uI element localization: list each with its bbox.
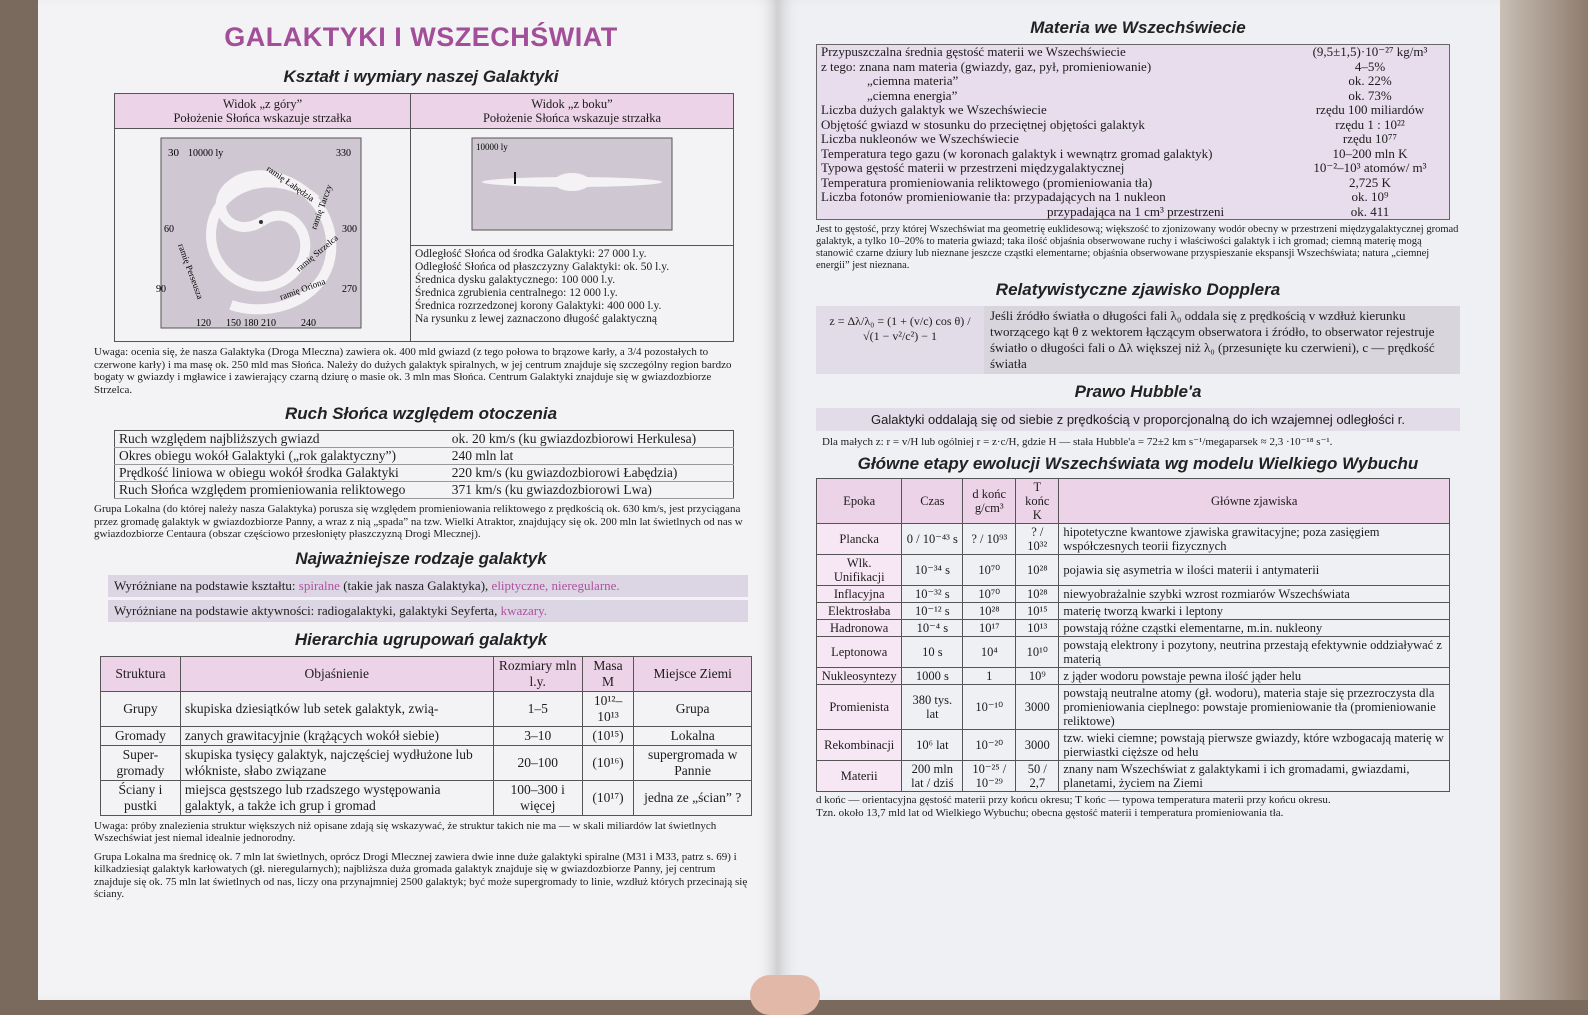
- table-row: [817, 132, 1450, 147]
- top-view-diagram: [116, 130, 409, 330]
- table-row: [101, 780, 752, 815]
- table-row: [817, 637, 1450, 668]
- matter-key: przypadająca na 1 cm³ przestrzeni: [1047, 203, 1225, 219]
- matter-value: ok. 411: [1350, 203, 1390, 219]
- sun-motion-table: [114, 430, 734, 499]
- evo-epoch: Plancka: [817, 524, 902, 555]
- evo-phenomena: z jąder wodoru powstaje pewna ilość jąder helu: [1059, 668, 1450, 685]
- galaxy-facts: [411, 246, 734, 342]
- matter-key: Typowa gęstość materii w przestrzeni międzygalaktycznej: [821, 160, 1125, 175]
- motion-key: Prędkość liniowa w obiegu wokół środka Galaktyki: [115, 465, 448, 482]
- evolution-note-2: Tzn. około 13,7 mld lat od Wielkiego Wybuchu; obecna gęstość materii i temperatura promieniowania tła.: [816, 806, 1284, 819]
- table-row: [817, 205, 1450, 220]
- book-edge: [1500, 0, 1588, 1000]
- deg-30: 30: [168, 147, 179, 159]
- matter-value: 2,725 K: [1349, 174, 1391, 190]
- evo-density: 10⁻²⁰: [963, 730, 1016, 761]
- hier-mass: 10¹²–10¹³: [582, 691, 634, 726]
- hierarchy-table: [100, 656, 752, 816]
- deg-300: 300: [342, 224, 357, 235]
- table-row: [115, 482, 734, 499]
- matter-value: ok. 22%: [1348, 73, 1392, 88]
- table-row: [817, 103, 1450, 118]
- evo-time: 10⁻¹² s: [902, 603, 963, 620]
- doppler-formula: z = Δλ/λ₀ = (1 + (v/c) cos θ) / √(1 − v²/c²) − 1: [816, 306, 984, 374]
- table-row: [817, 45, 1450, 60]
- table-row: [101, 726, 752, 745]
- matter-value: ok. 73%: [1348, 87, 1392, 103]
- motion-value: ok. 20 km/s (ku gwiazdozbiorowi Herkulesa): [448, 431, 734, 448]
- finger-image: [750, 975, 820, 1015]
- evo-phenomena: hipotetyczne kwantowe zjawiska grawitacyjne; poza zasięgiem współczesnych teorii fizycznych: [1059, 524, 1450, 555]
- evo-density: 10¹⁷: [963, 620, 1016, 637]
- matter-key: Przypuszczalna średnia gęstość materii we Wszechświecie: [821, 44, 1126, 59]
- evo-col-density: d końc g/cm³: [963, 479, 1016, 524]
- deg-330: 330: [336, 148, 351, 159]
- table-row: [817, 190, 1450, 205]
- evo-density: 10⁷⁰: [963, 555, 1016, 586]
- spiral-galaxy-image: [116, 130, 406, 335]
- table-row: [817, 685, 1450, 730]
- motion-key: Ruch Słońca względem promieniowania reliktowego: [115, 482, 448, 499]
- evo-time: 200 mln lat / dziś: [902, 761, 963, 792]
- hierarchy-heading: Hierarchia ugrupowań galaktyk: [294, 629, 548, 649]
- doppler-description: Jeśli źródło światła o długości fali λ₀ oddala się z prędkością v wzdłuż kierunku tworzącego kąt θ z wektorem łączącym obserwatora i źródło, to obserwator rejestruje światło o długości fali o Δλ większej niż λ₀ (przesunięte ku czerwieni), c — prędkość światła: [984, 306, 1460, 374]
- evo-phenomena: niewyobrażalnie szybki wzrost rozmiarów Wszechświata: [1059, 586, 1450, 603]
- matter-value: 10–200 mln K: [1332, 145, 1408, 161]
- hier-col-explanation: Objaśnienie: [180, 656, 493, 691]
- table-row: [817, 176, 1450, 191]
- doppler-box: [816, 306, 1460, 374]
- evo-phenomena: powstają neutralne atomy (gł. wodoru), materia staje się przezroczysta dla promieniowania cieplnego: powstaje promieniowanie tła (promieniowanie reliktowe): [1059, 685, 1450, 730]
- arm-orion-label: ramię Oriona: [278, 276, 327, 302]
- matter-key: Temperatura promieniowania reliktowego (promieniowania tła): [821, 174, 1153, 190]
- evo-time: 10⁻⁴ s: [902, 620, 963, 637]
- table-row: [817, 524, 1450, 555]
- hier-desc: zanych grawitacyjnie (krążących wokół siebie): [180, 726, 493, 745]
- evo-density: 1: [963, 668, 1016, 685]
- arm-sagittarius-label: ramię Strzelca: [293, 232, 340, 274]
- motion-key: Ruch względem najbliższych gwiazd: [115, 431, 448, 448]
- hier-col-structure: Struktura: [101, 656, 181, 691]
- hier-size: 3–10: [493, 726, 582, 745]
- right-page: [778, 0, 1500, 1000]
- table-row: [817, 555, 1450, 586]
- evo-epoch: Inflacyjna: [817, 586, 902, 603]
- hubble-heading: Prawo Hubble'a: [1074, 382, 1202, 401]
- hubble-formula: Dla małych z: r = v/H lub ogólniej r = z·c/H, gdzie H — stała Hubble'a = 72±2 km s⁻¹/megaparsek ≈ 2,3 ·10⁻¹⁸ s⁻¹.: [822, 436, 1333, 448]
- deg-60: 60: [164, 224, 174, 235]
- hier-earth: jedna ze „ścian” ?: [634, 780, 752, 815]
- evo-time: 0 / 10⁻⁴³ s: [902, 524, 963, 555]
- evo-epoch: Wlk. Unifikacji: [817, 555, 902, 586]
- matter-key: „ciemna materia”: [867, 73, 959, 88]
- table-row: [817, 161, 1450, 176]
- evo-col-epoch: Epoka: [817, 479, 902, 524]
- matter-value: 10⁻²–10³ atomów/ m³: [1313, 160, 1427, 175]
- matter-value: ok. 10⁹: [1351, 189, 1389, 204]
- hier-size: 100–300 i więcej: [493, 780, 582, 815]
- motion-heading: Ruch Słońca względem otoczenia: [284, 404, 558, 423]
- hierarchy-note: Uwaga: próby znalezienia struktur większych niż opisane zdają się wskazywać, że struktur takich nie ma — w skali miliardów lat świetlnych Wszechświat jest niemal idealnie jednorodny.: [94, 819, 717, 844]
- matter-value: (9,5±1,5)·10⁻²⁷ kg/m³: [1312, 44, 1428, 59]
- evo-time: 10⁻³² s: [902, 586, 963, 603]
- matter-key: Temperatura tego gazu (w koronach galaktyk i wewnątrz gromad galaktyk): [821, 145, 1213, 161]
- evo-temp: 50 / 2,7: [1016, 761, 1059, 792]
- evo-temp: 3000: [1016, 730, 1059, 761]
- type-quasars: kwazary.: [500, 602, 548, 618]
- hier-size: 20–100: [493, 745, 582, 780]
- evo-temp: 3000: [1016, 685, 1059, 730]
- deg-270: 270: [342, 284, 357, 295]
- fact-distance-plane: Odległość Słońca od płaszczyzny Galaktyki: ok. 50 l.y.: [415, 261, 670, 273]
- hierarchy-note-2: Grupa Lokalna ma średnicę ok. 7 mln lat świetlnych, oprócz Drogi Mlecznej zawiera dwie inne duże galaktyki spiralne (M31 i M33, patrz s. 69) i kilkadziesiąt galaktyk karłowatych (gł. nieregularnych); najbliższa duża gromada galaktyk znajduje się w gwiazdozbiorze Panny, jej centrum znajduje się ok. 75 mln lat świetlnych od nas, liczy ona przynajmniej 2500 galaktyk; być może supergromady to linie, wzdłuż których przecinają się ściany.: [94, 850, 748, 900]
- evo-col-temp: T końc K: [1016, 479, 1059, 524]
- view-side-line1: Widok „z boku”: [531, 97, 613, 111]
- matter-heading: Materia we Wszechświecie: [1030, 18, 1246, 37]
- galaxy-shape-table: [114, 93, 734, 342]
- view-top-line1: Widok „z góry”: [222, 97, 303, 111]
- matter-key: z tego: znana nam materia (gwiazdy, gaz, pył, promieniowanie): [821, 58, 1152, 74]
- hier-size: 1–5: [493, 691, 582, 726]
- types-by-shape: [108, 575, 748, 597]
- hier-earth: Grupa: [634, 691, 752, 726]
- evo-phenomena: materię tworzą kwarki i leptony: [1059, 603, 1450, 620]
- evo-density: 10⁻¹⁰: [963, 685, 1016, 730]
- evo-phenomena: powstają różne cząstki elementarne, m.in. nukleony: [1059, 620, 1450, 637]
- evo-density: 10⁷⁰: [963, 586, 1016, 603]
- evo-epoch: Leptonowa: [817, 637, 902, 668]
- table-row: [817, 118, 1450, 133]
- galaxy-note: Uwaga: ocenia się, że nasza Galaktyka (Droga Mleczna) zawiera ok. 400 mld gwiazd (z tego połowa to brązowe karły, a 3/4 pozostałych to czerwone karły) i ma masę ok. 250 mld mas Słońca. Należy do dużych galaktyk spiralnych, w jej centrum znajduje się szczególny region bardzo bogaty w gwiazdy i mgławice i zawierający czarną dziurę o masie ok. 3 mln mas Słońca. Centrum Galaktyki znajduje się w gwiazdozbiorze Strzelca.: [94, 346, 732, 396]
- shape-heading: Kształt i wymiary naszej Galaktyki: [283, 67, 559, 86]
- hier-desc: miejsca gęstszego lub rzadszego występowania galaktyk, a także ich grup i gromad: [180, 780, 493, 815]
- evo-temp: 10²⁸: [1016, 555, 1059, 586]
- table-row: [817, 89, 1450, 104]
- deg-90: 90: [156, 284, 166, 295]
- matter-value: 4–5%: [1354, 58, 1386, 74]
- table-row: [101, 691, 752, 726]
- table-row: [817, 60, 1450, 75]
- hier-col-earth: Miejsce Ziemi: [634, 656, 752, 691]
- evolution-heading: Główne etapy ewolucji Wszechświata wg modelu Wielkiego Wybuchu: [857, 454, 1419, 473]
- table-row: [817, 603, 1450, 620]
- hier-structure: Super-gromady: [101, 745, 181, 780]
- evo-epoch: Rekombinacji: [817, 730, 902, 761]
- scale-top: 10000 ly: [188, 148, 224, 159]
- evo-phenomena: powstają elektrony i pozytony, neutrina przestają efektywnie oddziaływać z materią: [1059, 637, 1450, 668]
- evo-time: 1000 s: [902, 668, 963, 685]
- hier-mass: (10¹⁵): [582, 726, 634, 745]
- evo-temp: 10¹⁵: [1016, 603, 1059, 620]
- motion-key: Okres obiegu wokół Galaktyki („rok galaktyczny”): [115, 448, 448, 465]
- table-row: [115, 448, 734, 465]
- types-heading: Najważniejsze rodzaje galaktyk: [295, 548, 547, 568]
- matter-key: „ciemna energia”: [867, 87, 958, 103]
- hier-structure: Gromady: [101, 726, 181, 745]
- types-by-activity: [108, 600, 748, 622]
- table-row: [817, 730, 1450, 761]
- page-title: GALAKTYKI I WSZECHŚWIAT: [224, 22, 618, 52]
- fact-corona-diameter: Średnica rozrzedzonej korony Galaktyki: 400 000 l.y.: [415, 300, 662, 312]
- evo-density: 10⁴: [963, 637, 1016, 668]
- type-irregular: nieregularne.: [551, 577, 620, 593]
- hier-mass: (10¹⁶): [582, 745, 634, 780]
- arm-cygnus-label: ramię Łabędzia: [264, 163, 317, 204]
- hier-col-mass: Masa M: [582, 656, 634, 691]
- matter-note: Jest to gęstość, przy której Wszechświat ma geometrię euklidesową; większość to zjonizowany wodór obecny w przestrzeni międzygalaktycznej gromad galaktyk, a tylko 10–20% to materia gwiazd; taka ilość objaśnia obserwowane ruchy i właściwości galaktyk i ich gromad; ciemną materię mogą stanowić czarne dziury lub nieznane jeszcze cząstki elementarne; objaśnia obserwowane przyspieszanie ekspansji Wszechświata; natura „ciemnej energii” jest nieznana.: [816, 224, 1459, 271]
- evo-epoch: Materii: [817, 761, 902, 792]
- evo-density: 10²⁸: [963, 603, 1016, 620]
- arm-crux-label: ramię Tarczy: [308, 183, 334, 231]
- evolution-note: d końc — orientacyjna gęstość materii przy końcu okresu; T końc — typowa temperatura materii przy końcu okresu.: [816, 794, 1331, 806]
- evo-time: 10⁶ lat: [902, 730, 963, 761]
- motion-value: 220 km/s (ku gwiazdozbiorowi Łabędzia): [448, 465, 734, 482]
- fact-longitude: Na rysunku z lewej zaznaczono długość galaktyczną: [415, 313, 658, 325]
- matter-key: Liczba fotonów promieniowanie tła: przypadających na 1 nukleon: [821, 189, 1166, 204]
- hubble-law: Galaktyki oddalają się od siebie z prędkością v proporcjonalną do ich wzajemnej odległości r.: [816, 408, 1460, 431]
- matter-key: Liczba nukleonów we Wszechświecie: [821, 131, 1019, 146]
- deg-120: 120: [196, 318, 211, 329]
- evo-temp: ? / 10³²: [1016, 524, 1059, 555]
- arm-perseus-label: ramię Perseusza: [176, 242, 206, 301]
- table-row: [101, 745, 752, 780]
- evo-time: 10 s: [902, 637, 963, 668]
- fact-bulge-diameter: Średnica zgrubienia centralnego: 12 000 l.y.: [415, 287, 618, 299]
- matter-value: rzędu 10⁷⁷: [1342, 131, 1398, 146]
- fact-disk-diameter: Średnica dysku galaktycznego: 100 000 l.y.: [415, 274, 616, 286]
- hier-col-size: Rozmiary mln l.y.: [493, 656, 582, 691]
- evo-col-time: Czas: [902, 479, 963, 524]
- table-row: [115, 431, 734, 448]
- motion-value: 371 km/s (ku gwiazdozbiorowi Lwa): [448, 482, 734, 499]
- evo-temp: 10²⁸: [1016, 586, 1059, 603]
- side-view-image: [412, 130, 732, 240]
- types-activity-prefix: Wyróżniane na podstawie aktywności: radiogalaktyki, galaktyki Seyferta,: [114, 602, 498, 618]
- evo-density: 10⁻²⁵ / 10⁻²⁹: [963, 761, 1016, 792]
- type-elliptic: eliptyczne,: [491, 577, 549, 593]
- evo-density: ? / 10⁹³: [963, 524, 1016, 555]
- deg-240: 240: [301, 318, 316, 329]
- evo-temp: 10¹⁰: [1016, 637, 1059, 668]
- table-row: [817, 620, 1450, 637]
- evo-col-phenomena: Główne zjawiska: [1059, 479, 1450, 524]
- matter-table: [816, 44, 1450, 220]
- matter-key: Objętość gwiazd w stosunku do przeciętnej objętości galaktyk: [821, 116, 1145, 132]
- view-side-line2: Położenie Słońca wskazuje strzałka: [482, 111, 662, 125]
- hier-structure: Ściany i pustki: [101, 780, 181, 815]
- table-row: [115, 465, 734, 482]
- evo-phenomena: znany nam Wszechświat z galaktykami i ich gromadami, gwiazdami, planetami, życiem na Ziemi: [1059, 761, 1450, 792]
- matter-value: rzędu 1 : 10²²: [1335, 116, 1405, 132]
- hier-desc: skupiska dziesiątków lub setek galaktyk, zwią-: [180, 691, 493, 726]
- hier-desc: skupiska tysięcy galaktyk, najczęściej wydłużone lub włókniste, słabo związane: [180, 745, 493, 780]
- table-row: [817, 586, 1450, 603]
- evo-temp: 10⁹: [1016, 668, 1059, 685]
- hier-earth: Lokalna: [634, 726, 752, 745]
- left-page: [38, 0, 778, 1000]
- evo-time: 10⁻³⁴ s: [902, 555, 963, 586]
- type-spiral: spiralne: [298, 577, 340, 593]
- evo-epoch: Promienista: [817, 685, 902, 730]
- matter-key: Liczba dużych galaktyk we Wszechświecie: [821, 102, 1047, 117]
- hier-mass: (10¹⁷): [582, 780, 634, 815]
- table-row: [817, 761, 1450, 792]
- evo-epoch: Elektrosłaba: [817, 603, 902, 620]
- doppler-heading: Relatywistyczne zjawisko Dopplera: [995, 280, 1281, 299]
- table-row: [817, 668, 1450, 685]
- scale-side: 10000 ly: [476, 142, 508, 152]
- hier-earth: supergromada w Pannie: [634, 745, 752, 780]
- evo-epoch: Nukleosyntezy: [817, 668, 902, 685]
- table-row: [817, 74, 1450, 89]
- evo-epoch: Hadronowa: [817, 620, 902, 637]
- matter-value: rzędu 100 miliardów: [1315, 102, 1425, 117]
- motion-note: Grupa Lokalna (do której należy nasza Galaktyka) porusza się względem promieniowania reliktowego z prędkością ok. 630 km/s, jest przyciągana przez gromadę galaktyk w gwiazdozbiorze Panny, a wraz z nią „spada” na tzw. Wielki Atraktor, znajdujący się ok. 200 mln lat świetlnych od nas w gwiazdozbiorze Centaura (obszar częściowo przesłonięty płaszczyzną Drogi Mlecznej).: [94, 503, 743, 540]
- fact-distance-center: Odległość Słońca od środka Galaktyki: 27 000 l.y.: [415, 248, 647, 260]
- hier-structure: Grupy: [101, 691, 181, 726]
- view-top-line2: Położenie Słońca wskazuje strzałka: [173, 111, 352, 125]
- evo-temp: 10¹³: [1016, 620, 1059, 637]
- motion-value: 240 mln lat: [448, 448, 734, 465]
- evo-phenomena: tzw. wieki ciemne; powstają pierwsze gwiazdy, które wzbogacają materię w pierwiastki cięższe od helu: [1059, 730, 1450, 761]
- evo-phenomena: pojawia się asymetria w ilości materii i antymaterii: [1059, 555, 1450, 586]
- types-shape-prefix: Wyróżniane na podstawie kształtu:: [114, 577, 296, 593]
- table-row: [817, 147, 1450, 162]
- evolution-table: [816, 478, 1450, 792]
- galaxy-types: [108, 575, 748, 622]
- evo-time: 380 tys. lat: [902, 685, 963, 730]
- deg-150-210: 150 180 210: [226, 318, 276, 329]
- types-shape-mid: (takie jak nasza Galaktyka),: [343, 577, 489, 593]
